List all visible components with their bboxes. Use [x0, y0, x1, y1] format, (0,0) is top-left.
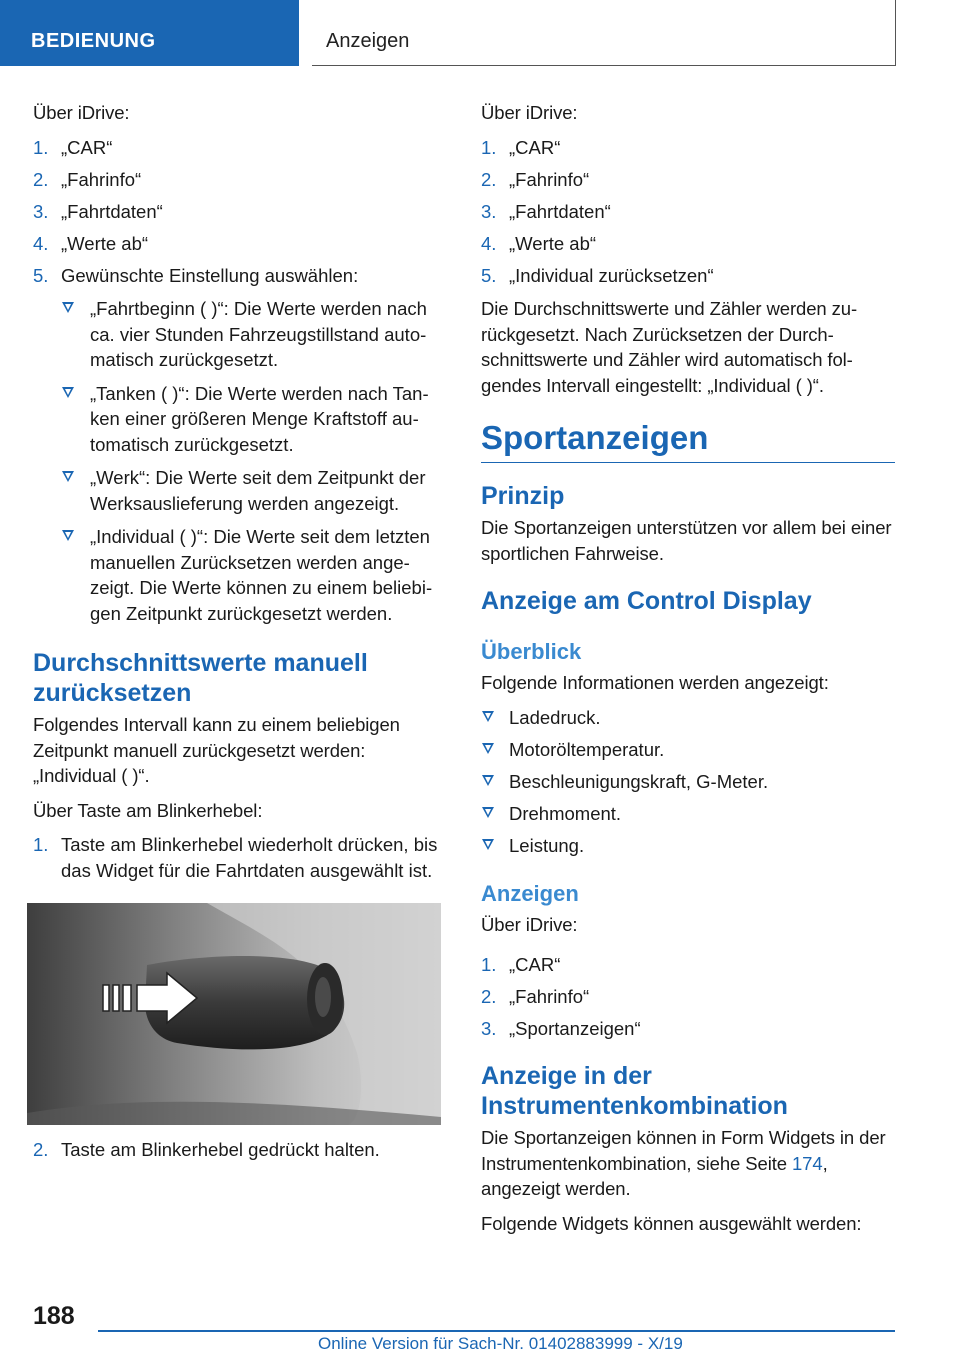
heading-cluster: Anzeige in der Instrumentenkombination [481, 1062, 788, 1120]
list-item: Drehmoment. [481, 801, 895, 827]
chapter-title: Anzeigen [312, 0, 896, 66]
right-column [481, 100, 895, 1245]
heading-principle: Prinzip [481, 482, 565, 510]
idrive-steps [33, 135, 445, 627]
lever-steps-2 [33, 1137, 445, 1163]
list-item: 4. „Werte ab“ [33, 232, 149, 254]
list-item: 5. „Individual zurücksetzen“ [481, 264, 714, 286]
overview-text: Folgende Informationen werden angezeigt: [481, 672, 829, 693]
option-item: „Individual ( )“: Die Werte seit dem letzten manuellen Zurücksetzen werden angezeigt. Die Werte können zu einem beliebigen Zeitpunkt zurückgesetzt werden. [61, 524, 445, 626]
list-item: Motoröltemperatur. [481, 737, 895, 763]
reset-text: Folgendes Intervall kann zu einem beliebigen Zeitpunkt manuell zurückgesetzt werden: „Individual ( )“. [33, 714, 400, 786]
widgets-text: Folgende Widgets können ausgewählt werden: [481, 1212, 862, 1234]
triangle-bullet-icon [482, 711, 494, 722]
heading-sportanzeigen: Sportanzeigen [481, 418, 895, 463]
triangle-bullet-icon [482, 807, 494, 818]
option-item: „Fahrtbeginn ( )“: Die Werte werden nach ca. vier Stunden Fahrzeugstillstand automatisch zurückgesetzt. [61, 296, 445, 373]
page-number: 188 [33, 1302, 75, 1330]
triangle-bullet-icon [482, 839, 494, 850]
list-item: 1. Taste am Blinkerhebel wiederholt drücken, bis das Widget für die Fahrtdaten ausgewählt ist. [33, 834, 438, 881]
cluster-text: Die Sportanzeigen können in Form Widgets in der Instrumentenkombination, siehe Seite 174, angezeigt werden. [481, 1127, 886, 1199]
option-list [61, 296, 445, 626]
list-item: 1. „CAR“ [481, 136, 561, 158]
list-item: 1. „CAR“ [481, 953, 561, 975]
triangle-bullet-icon [62, 387, 74, 398]
heading-overview: Überblick [481, 639, 582, 664]
page-footer [0, 1290, 960, 1362]
heading-reset: Durchschnittswerte manuell zurücksetzen [33, 649, 368, 707]
lever-intro: Über Taste am Blinkerhebel: [33, 799, 263, 821]
section-label: BEDIENUNG [0, 0, 299, 66]
page-reference-link[interactable]: 174 [791, 1152, 823, 1174]
list-item: 3. „Sportanzeigen“ [481, 1017, 641, 1039]
triangle-bullet-icon [62, 530, 74, 541]
principle-text: Die Sportanzeigen unterstützen vor allem bei einer sportlichen Fahrweise. [481, 517, 892, 564]
list-item: 2. „Fahrinfo“ [481, 985, 590, 1007]
footer-divider [98, 1330, 895, 1332]
idrive-intro: Über iDrive: [33, 102, 130, 123]
option-item: „Tanken ( )“: Die Werte werden nach Tanken einer größeren Menge Kraftstoff automatisch zurückgesetzt. [61, 381, 445, 458]
list-item: 2. Taste am Blinkerhebel gedrückt halten. [33, 1139, 380, 1160]
left-column [33, 100, 445, 1171]
heading-show: Anzeigen [481, 881, 579, 906]
show-intro: Über iDrive: [481, 914, 578, 935]
lever-steps [33, 832, 445, 883]
list-item: Ladedruck. [481, 705, 895, 731]
idrive-intro-right: Über iDrive: [481, 102, 578, 123]
triangle-bullet-icon [482, 775, 494, 786]
reset-result-text: Die Durchschnittswerte und Zähler werden zurückgesetzt. Nach Zurücksetzen der Durchschnittswerte und Zähler wird automatisch folgendes Intervall eingestellt: „Individual ( )“. [481, 298, 858, 396]
list-item: 4. „Werte ab“ [481, 232, 597, 254]
online-version-text: Online Version für Sach-Nr. 01402883999 - X/19 [318, 1334, 683, 1353]
triangle-bullet-icon [482, 743, 494, 754]
list-item: Beschleunigungskraft, G-Meter. [481, 769, 895, 795]
list-item: 5. Gewünschte Einstellung auswählen: „Fahrtbeginn ( )“: Die Werte werden nach ca. vier Stunden Fahrzeugstillstand automatisch zurückgesetzt. „Tanken ( )“: Die Werte werden nach Tanken einer größeren Menge Kraftstoff automatisch zurückgesetzt. „Werk“: Die Werte seit dem Zeitpunkt der Werksauslieferung werden angezeigt. „Individual ( )“: Die Werte seit dem letzten manuellen Zurücksetzen werden angezeigt. Die Werte können zu einem beliebigen Zeitpunkt zurückgesetzt werden. [33, 263, 445, 627]
reset-steps [481, 135, 895, 289]
list-item: 3. „Fahrtdaten“ [481, 200, 611, 222]
show-steps [481, 952, 895, 1042]
page-header [0, 0, 960, 66]
triangle-bullet-icon [62, 471, 74, 482]
heading-control-display: Anzeige am Control Display [481, 587, 812, 615]
list-item: 2. „Fahrinfo“ [481, 168, 590, 190]
option-item: „Werk“: Die Werte seit dem Zeitpunkt der Werksauslieferung werden angezeigt. [61, 465, 445, 516]
list-item: Leistung. [481, 833, 895, 859]
list-item: 3. „Fahrtdaten“ [33, 200, 163, 222]
turn-signal-lever-image [27, 903, 441, 1125]
list-item: 2. „Fahrinfo“ [33, 168, 142, 190]
triangle-bullet-icon [62, 302, 74, 313]
overview-list [481, 705, 895, 859]
list-item: 1. „CAR“ [33, 136, 113, 158]
lever-illustration [27, 903, 441, 1125]
